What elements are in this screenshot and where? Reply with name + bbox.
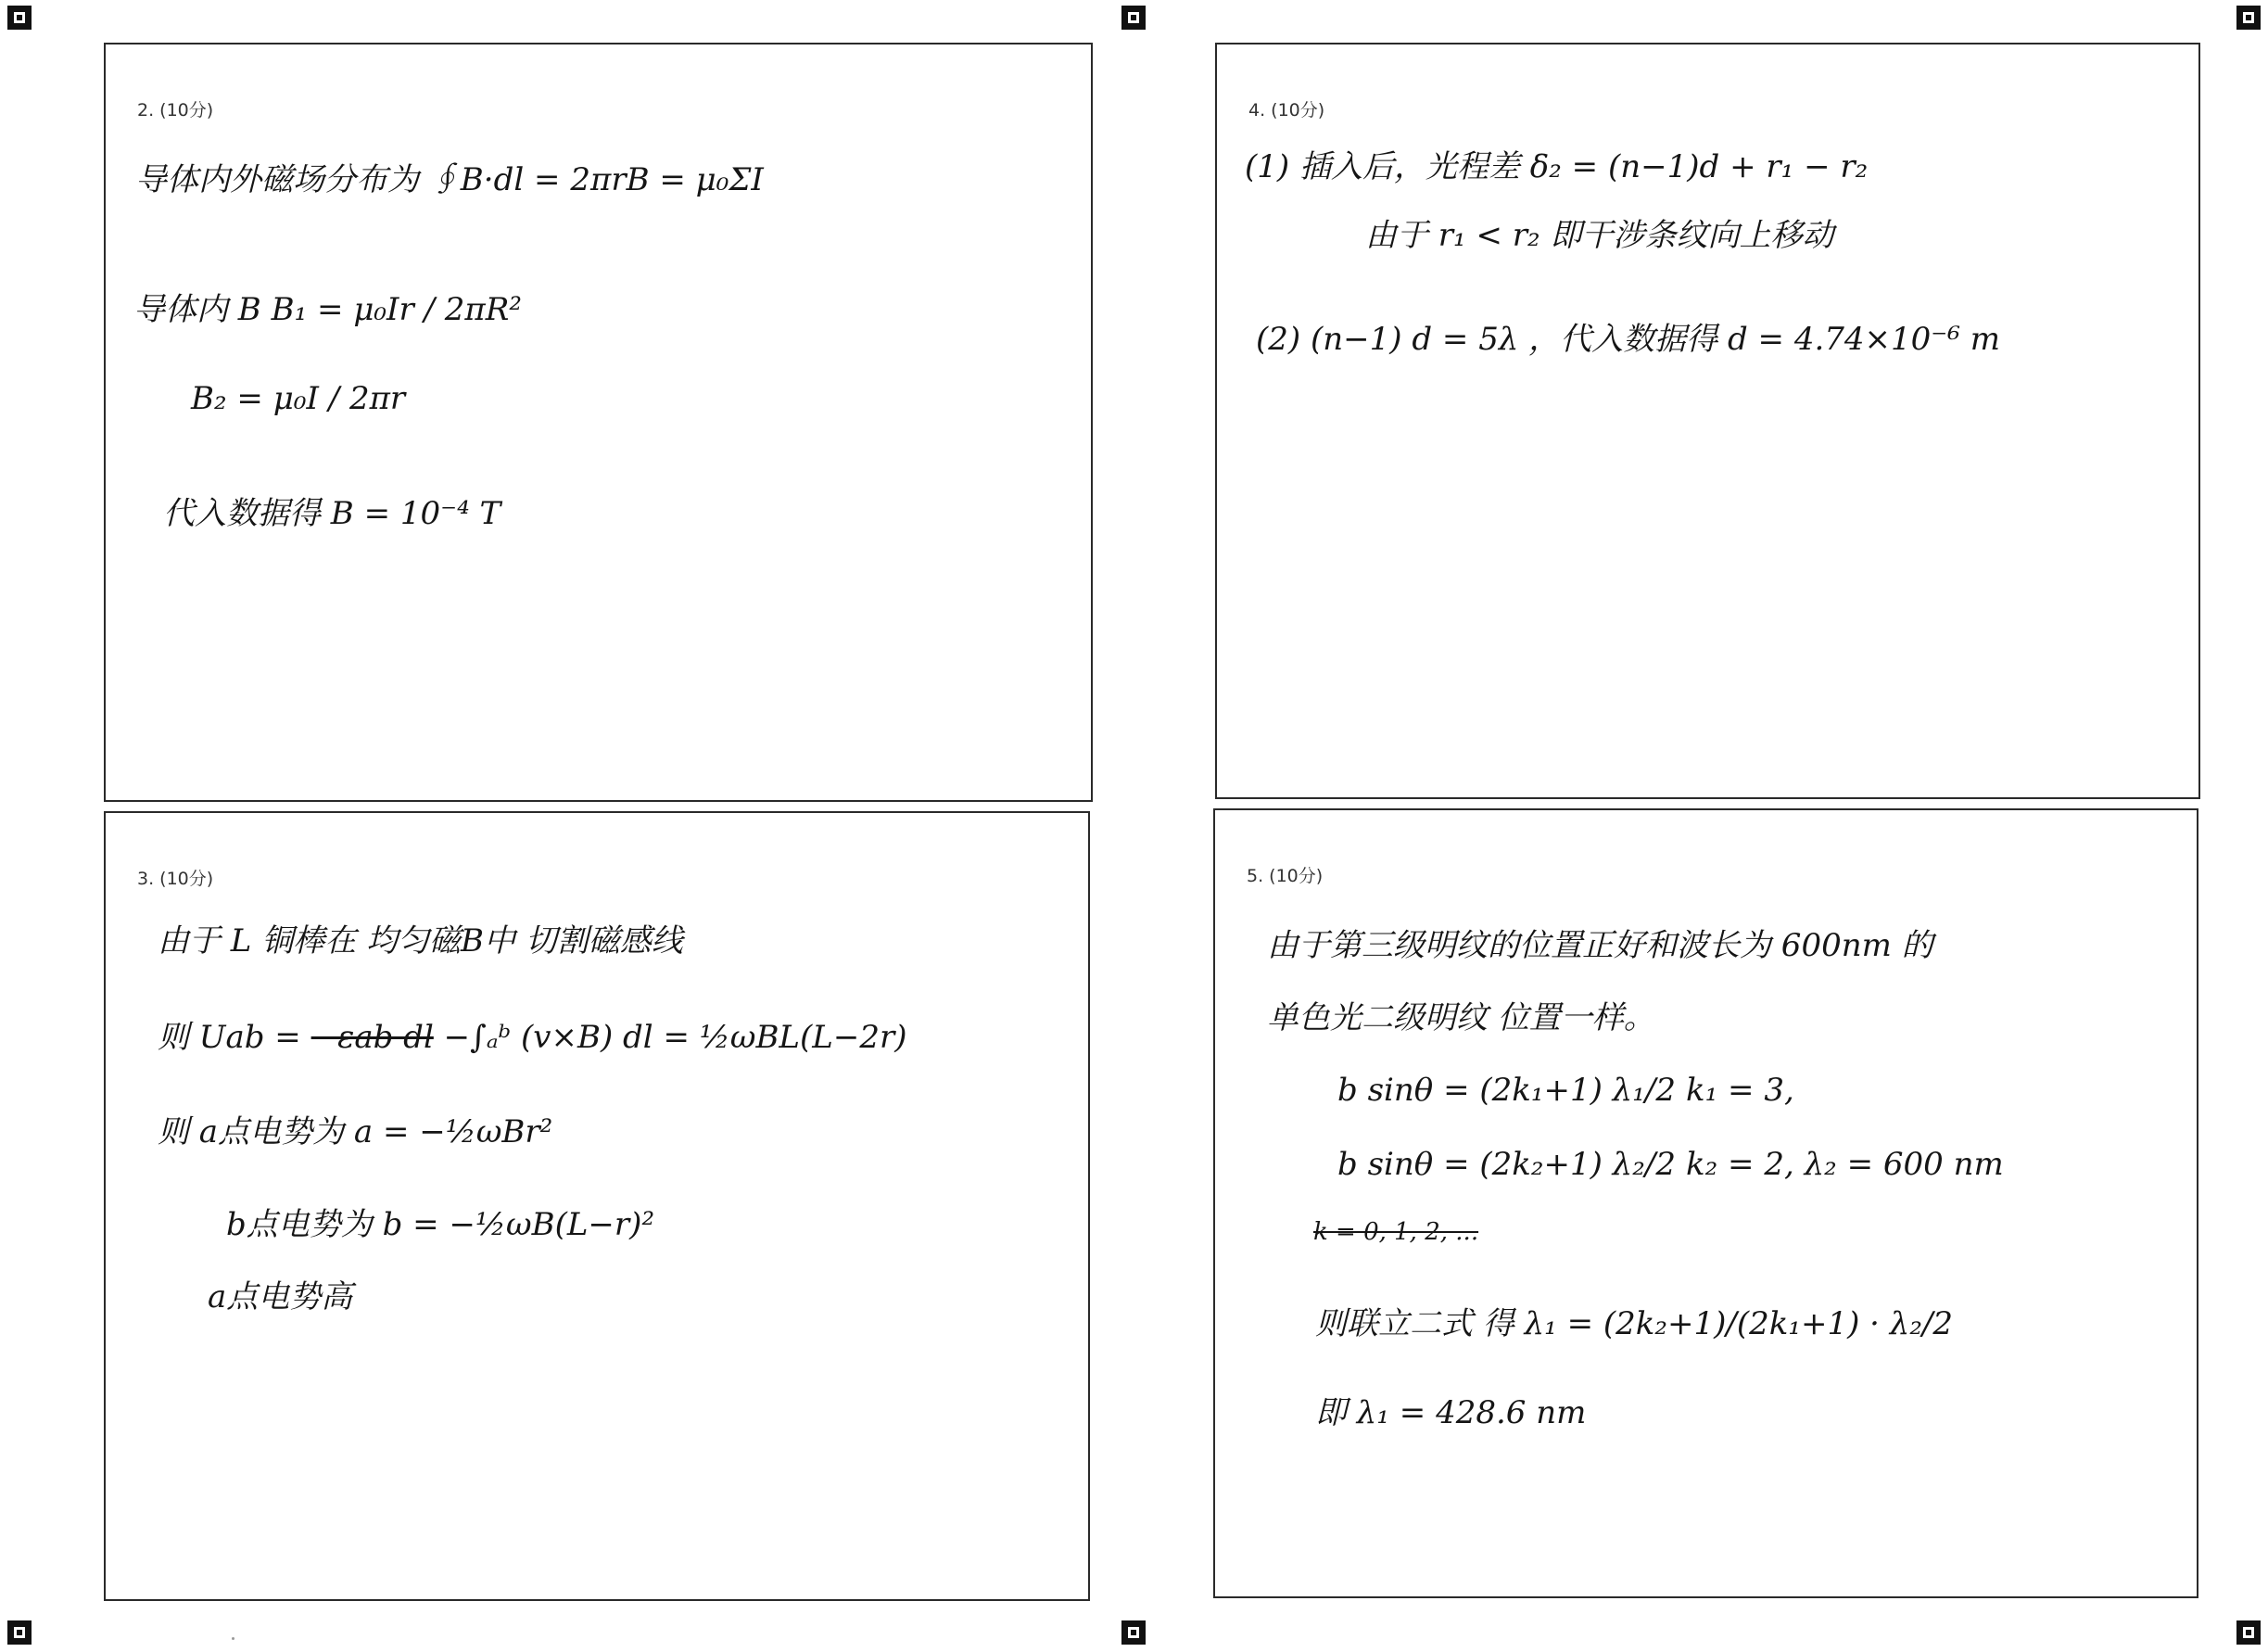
answer-text: −∫ₐᵇ (v×B) dl = ½ωBL(L−2r)	[433, 1019, 907, 1056]
answer-line: b点电势为 b = −½ωB(L−r)²	[226, 1206, 655, 1243]
registration-marker-bottom-center	[1121, 1620, 1146, 1645]
answer-line: 即 λ₁ = 428.6 nm	[1315, 1394, 1587, 1431]
scan-speck	[232, 1637, 234, 1640]
registration-marker-bottom-right	[2236, 1620, 2261, 1645]
answer-line: (1) 插入后，光程差 δ₂ = (n−1)d + r₁ − r₂	[1245, 148, 1869, 185]
answer-line: b sinθ = (2k₁+1) λ₁/2	[1337, 1072, 1676, 1109]
answer-box-q2	[104, 43, 1093, 802]
question-label: 5. (10分)	[1247, 866, 1324, 886]
answer-line	[158, 1011, 907, 1057]
question-label: 2. (10分)	[137, 100, 214, 121]
registration-marker-bottom-left	[7, 1620, 32, 1645]
question-label: 4. (10分)	[1248, 100, 1325, 121]
answer-box-q5	[1213, 808, 2198, 1598]
answer-line: 代入数据得 B = 10⁻⁴ T	[163, 495, 501, 532]
crossed-out-line: k = 0, 1, 2, ...	[1313, 1218, 1479, 1246]
answer-line: 由于第三级明纹的位置正好和波长为 600nm 的	[1267, 927, 1933, 964]
answer-line: (2) (n−1) d = 5λ ，代入数据得 d = 4.74×10⁻⁶ m	[1256, 321, 2000, 358]
answer-box-q3	[104, 811, 1090, 1601]
answer-line: 由于 L 铜棒在 均匀磁B中 切割磁感线	[158, 922, 683, 959]
answer-line: 则 a点电势为 a = −½ωBr²	[158, 1113, 553, 1150]
answer-line: 导体内外磁场分布为 ∮B·dl = 2πrB = μ₀ΣI	[135, 161, 764, 198]
question-label: 3. (10分)	[137, 869, 214, 889]
answer-line: a点电势高	[208, 1278, 353, 1315]
answer-line: B₂ = μ₀I / 2πr	[191, 380, 406, 417]
answer-line: 导体内 B B₁ = μ₀Ir / 2πR²	[133, 291, 523, 328]
crossed-out-text: −εab dl	[310, 1019, 434, 1056]
registration-marker-top-center	[1121, 6, 1146, 30]
answer-line: k₂ = 2, λ₂ = 600 nm	[1686, 1146, 2004, 1183]
answer-line: k₁ = 3,	[1686, 1072, 1794, 1109]
registration-marker-top-right	[2236, 6, 2261, 30]
answer-line: 由于 r₁ < r₂ 即干涉条纹向上移动	[1365, 217, 1834, 254]
answer-line: 则联立二式 得 λ₁ = (2k₂+1)/(2k₁+1) · λ₂/2	[1315, 1305, 1954, 1342]
answer-line: 单色光二级明纹 位置一样。	[1267, 999, 1655, 1036]
answer-text: 则 Uab =	[158, 1019, 311, 1056]
answer-line: b sinθ = (2k₂+1) λ₂/2	[1337, 1146, 1676, 1183]
answer-box-q4	[1215, 43, 2200, 799]
registration-marker-top-left	[7, 6, 32, 30]
